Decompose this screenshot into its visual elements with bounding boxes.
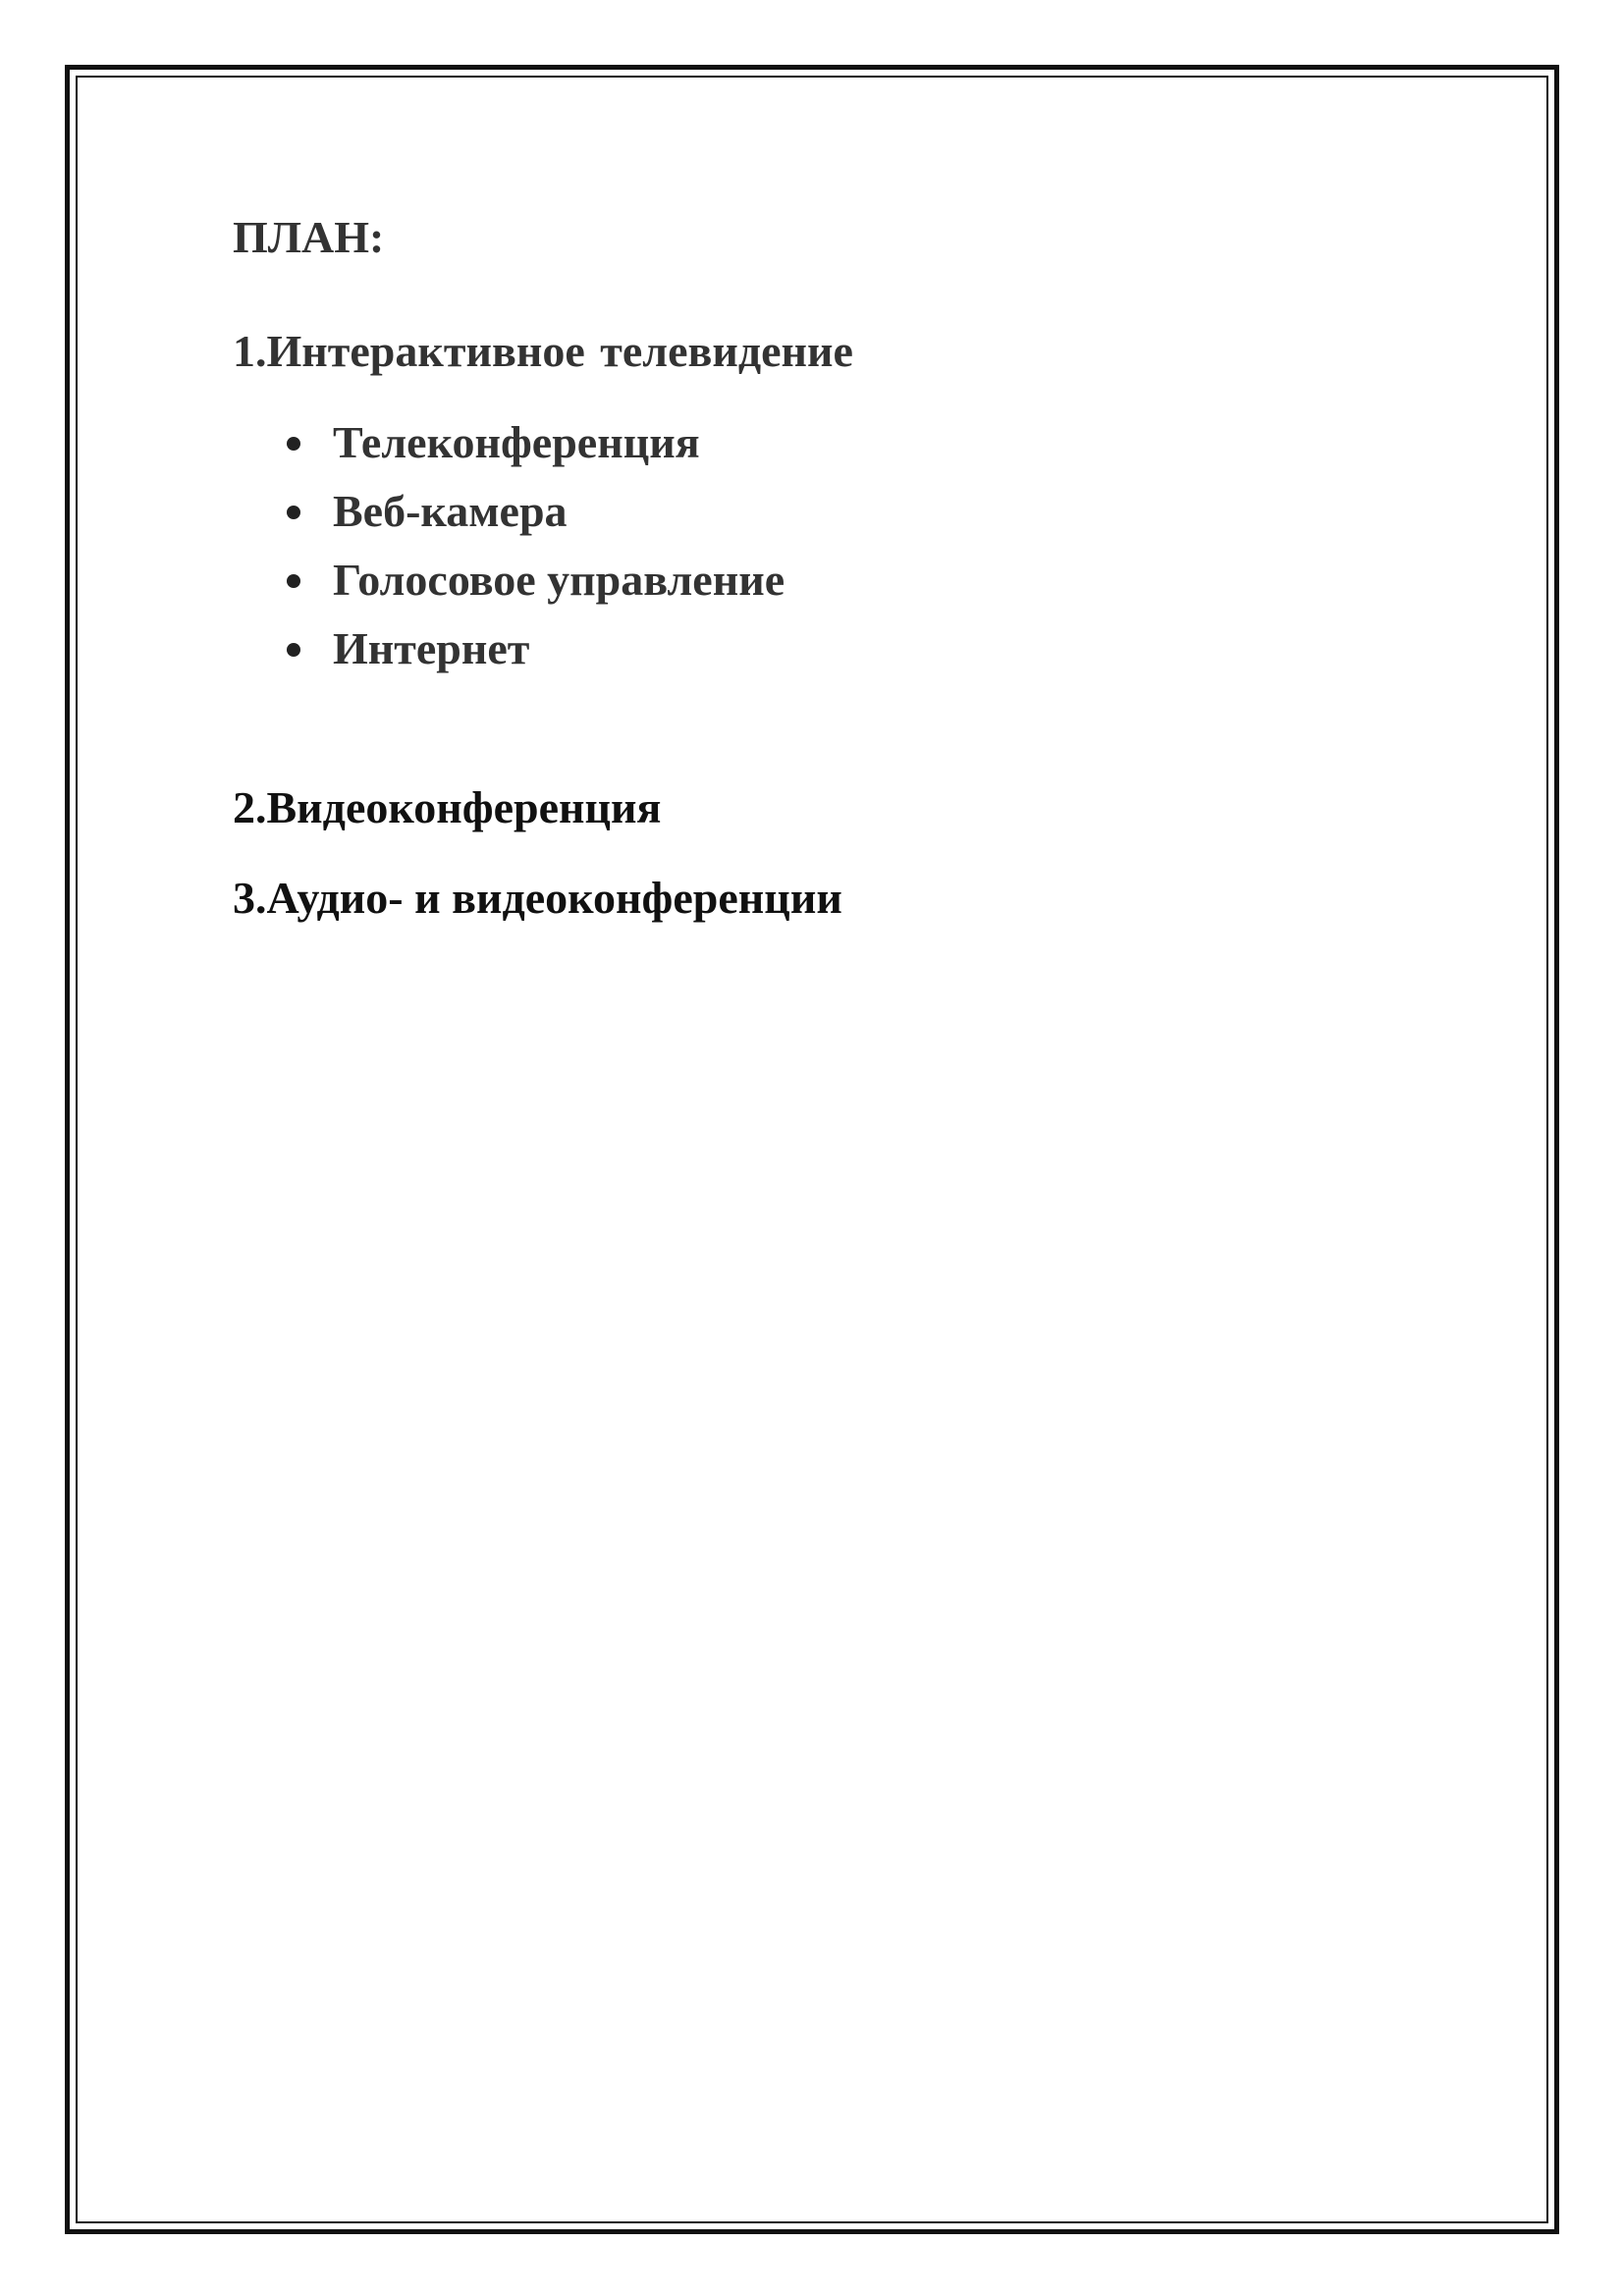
section-heading-1: 1.Интерактивное телевидение xyxy=(233,326,853,376)
list-item-label: Веб-камера xyxy=(333,486,568,536)
bullet-icon xyxy=(287,574,300,588)
list-item-label: Интернет xyxy=(333,623,530,673)
bullet-icon xyxy=(287,643,300,657)
page-border-inner xyxy=(76,76,1548,2223)
bullet-icon xyxy=(287,437,300,451)
list-item-label: Телеконференция xyxy=(333,417,700,467)
bullet-icon xyxy=(287,506,300,519)
section-heading-2: 2.Видеоконференция xyxy=(233,782,662,832)
section-heading-3: 3.Аудио- и видеоконференции xyxy=(233,873,842,923)
list-item-label: Голосовое управление xyxy=(333,555,785,605)
plan-title: ПЛАН: xyxy=(233,212,385,262)
